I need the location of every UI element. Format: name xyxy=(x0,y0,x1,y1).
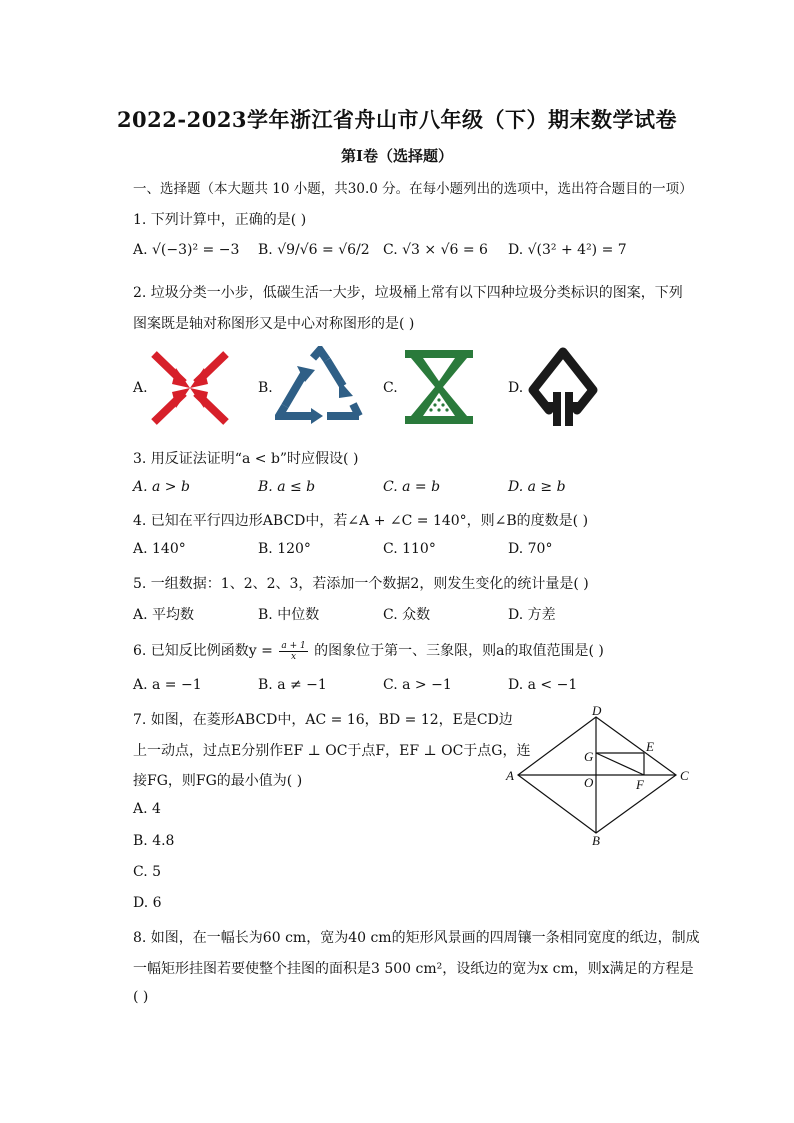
label-c: C xyxy=(680,768,689,783)
recycle-sign-b-icon xyxy=(275,346,365,426)
question-3-option-b: B. a ≤ b xyxy=(258,479,316,495)
question-8-stem-line3: ( ) xyxy=(133,989,149,1005)
question-5-option-c: C. 众数 xyxy=(383,607,431,623)
question-7-stem-line3: 接FG，则FG的最小值为( ) xyxy=(133,773,303,789)
question-2-option-d: D. xyxy=(508,380,524,396)
rhombus-figure xyxy=(500,705,700,845)
question-8-stem-line2: 一幅矩形挂图若要使整个挂图的面积是3 500 cm²，设纸边的宽为x cm，则x满足的方程是 xyxy=(133,961,694,977)
question-7-option-c: C. 5 xyxy=(133,864,162,880)
question-2-stem-line2: 图案既是轴对称图形又是中心对称图形的是( ) xyxy=(133,316,415,332)
question-5-option-a: A. 平均数 xyxy=(133,607,195,623)
question-6-fraction xyxy=(279,641,307,662)
question-7-stem-line1: 7. 如图，在菱形ABCD中，AC = 16，BD = 12，E是CD边 xyxy=(133,712,513,728)
question-6-fraction-denominator: x xyxy=(291,651,297,662)
question-1-option-c: C. √3 × √6 = 6 xyxy=(383,242,488,258)
question-8-stem-line1: 8. 如图，在一幅长为60 cm，宽为40 cm的矩形风景画的四周镶一条相同宽度的纸边，制成 xyxy=(133,930,700,946)
question-5-option-b: B. 中位数 xyxy=(258,607,320,623)
question-2-option-b: B. xyxy=(258,380,273,396)
label-o: O xyxy=(584,775,594,790)
question-7-stem-line2: 上一动点，过点E分别作EF ⊥ OC于点F，EF ⊥ OC于点G，连 xyxy=(133,743,531,759)
question-1-option-d: D. √(3² + 4²) = 7 xyxy=(508,242,627,258)
question-3-option-a: A. a > b xyxy=(133,479,190,495)
label-g: G xyxy=(584,749,594,764)
question-6-option-a: A. a = −1 xyxy=(133,677,202,693)
question-1-stem: 1. 下列计算中，正确的是( ) xyxy=(133,212,307,228)
label-e: E xyxy=(646,739,654,754)
question-7-option-d: D. 6 xyxy=(133,895,162,911)
question-6-fraction-numerator: a + 1 xyxy=(281,640,306,651)
label-d: D xyxy=(592,705,602,718)
question-6-option-c: C. a > −1 xyxy=(383,677,452,693)
question-6-stem-after: 的图象位于第一、三象限，则a的取值范围是( ) xyxy=(314,643,604,659)
question-4-option-b: B. 120° xyxy=(258,541,311,557)
label-b: B xyxy=(592,833,600,845)
label-f: F xyxy=(636,777,644,792)
question-4-option-c: C. 110° xyxy=(383,541,436,557)
question-3-stem: 3. 用反证法证明“a < b”时应假设( ) xyxy=(133,451,359,467)
question-7-option-a: A. 4 xyxy=(133,801,161,817)
section-subtitle: 第I卷（选择题） xyxy=(340,147,454,165)
question-3-option-c: C. a = b xyxy=(383,479,441,495)
question-4-option-d: D. 70° xyxy=(508,541,553,557)
section-instructions: 一、选择题（本大题共 10 小题，共30.0 分。在每小题列出的选项中，选出符合题目的一项） xyxy=(133,181,693,197)
recycle-sign-a-icon xyxy=(150,350,230,426)
recycle-sign-d-icon xyxy=(527,346,599,428)
question-2-option-c: C. xyxy=(383,380,398,396)
question-5-stem: 5. 一组数据：1、2、2、3，若添加一个数据2，则发生变化的统计量是( ) xyxy=(133,576,589,592)
segment-gf xyxy=(596,753,644,775)
label-a: A xyxy=(506,768,514,783)
question-6-option-d: D. a < −1 xyxy=(508,677,578,693)
question-2-option-a: A. xyxy=(133,380,148,396)
question-7-option-b: B. 4.8 xyxy=(133,833,175,849)
question-3-option-d: D. a ≥ b xyxy=(508,479,566,495)
question-5-option-d: D. 方差 xyxy=(508,607,556,623)
question-1-option-b: B. √9/√6 = √6/2 xyxy=(258,242,370,258)
question-4-stem: 4. 已知在平行四边形ABCD中，若∠A + ∠C = 140°，则∠B的度数是( ) xyxy=(133,513,589,529)
question-6-stem-before: 6. 已知反比例函数y = xyxy=(133,643,273,659)
question-6-stem xyxy=(133,640,604,662)
page-title: 2022-2023学年浙江省舟山市八年级（下）期末数学试卷 xyxy=(116,107,678,132)
question-4-option-a: A. 140° xyxy=(133,541,186,557)
question-6-option-b: B. a ≠ −1 xyxy=(258,677,327,693)
recycle-sign-c-icon xyxy=(403,348,475,426)
question-1-option-a: A. √(−3)² = −3 xyxy=(133,242,240,258)
question-2-stem-line1: 2. 垃圾分类一小步，低碳生活一大步，垃圾桶上常有以下四种垃圾分类标识的图案，下列 xyxy=(133,285,683,301)
